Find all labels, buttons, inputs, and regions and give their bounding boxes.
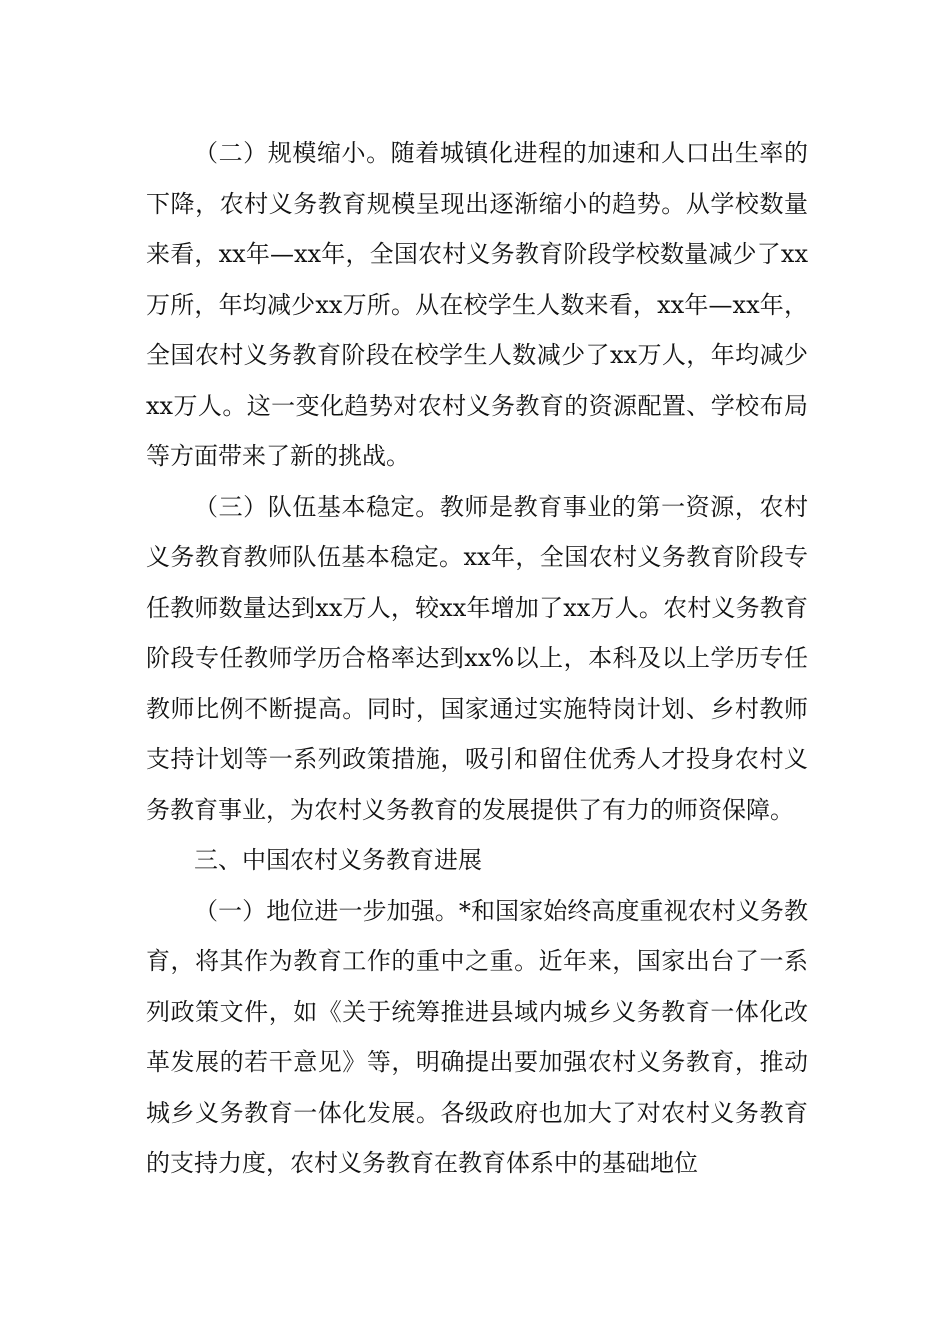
section-heading-progress: 三、中国农村义务教育进展: [194, 846, 482, 874]
paragraph-scale-reduction: （二）规模缩小。随着城镇化进程的加速和人口出生率的下降，农村义务教育规模呈现出逐渐缩小的趋势。从学校数量来看，xx年—xx年，全国农村义务教育阶段学校数量减少了xx万所，年均减少xx万所。从在校学生人数来看，xx年—xx年，全国农村义务教育阶段在校学生人数减少了xx万人，年均减少xx万人。这一变化趋势对农村义务教育的资源配置、学校布局等方面带来了新的挑战。: [146, 139, 808, 470]
paragraph-status-strengthened: （一）地位进一步加强。*和国家始终高度重视农村义务教育，将其作为教育工作的重中之重。近年来，国家出台了一系列政策文件，如《关于统筹推进县域内城乡义务教育一体化改革发展的若干意见》等，明确提出要加强农村义务教育，推动城乡义务教育一体化发展。各级政府也加大了对农村义务教育的支持力度，农村义务教育在教育体系中的基础地位: [146, 896, 808, 1177]
paragraph-teacher-stability: （三）队伍基本稳定。教师是教育事业的第一资源，农村义务教育教师队伍基本稳定。xx年，全国农村义务教育阶段专任教师数量达到xx万人，较xx年增加了xx万人。农村义务教育阶段专任教师学历合格率达到xx%以上，本科及以上学历专任教师比例不断提高。同时，国家通过实施特岗计划、乡村教师支持计划等一系列政策措施，吸引和留住优秀人才投身农村义务教育事业，为农村义务教育的发展提供了有力的师资保障。: [146, 492, 808, 824]
document-body: [146, 128, 808, 1189]
